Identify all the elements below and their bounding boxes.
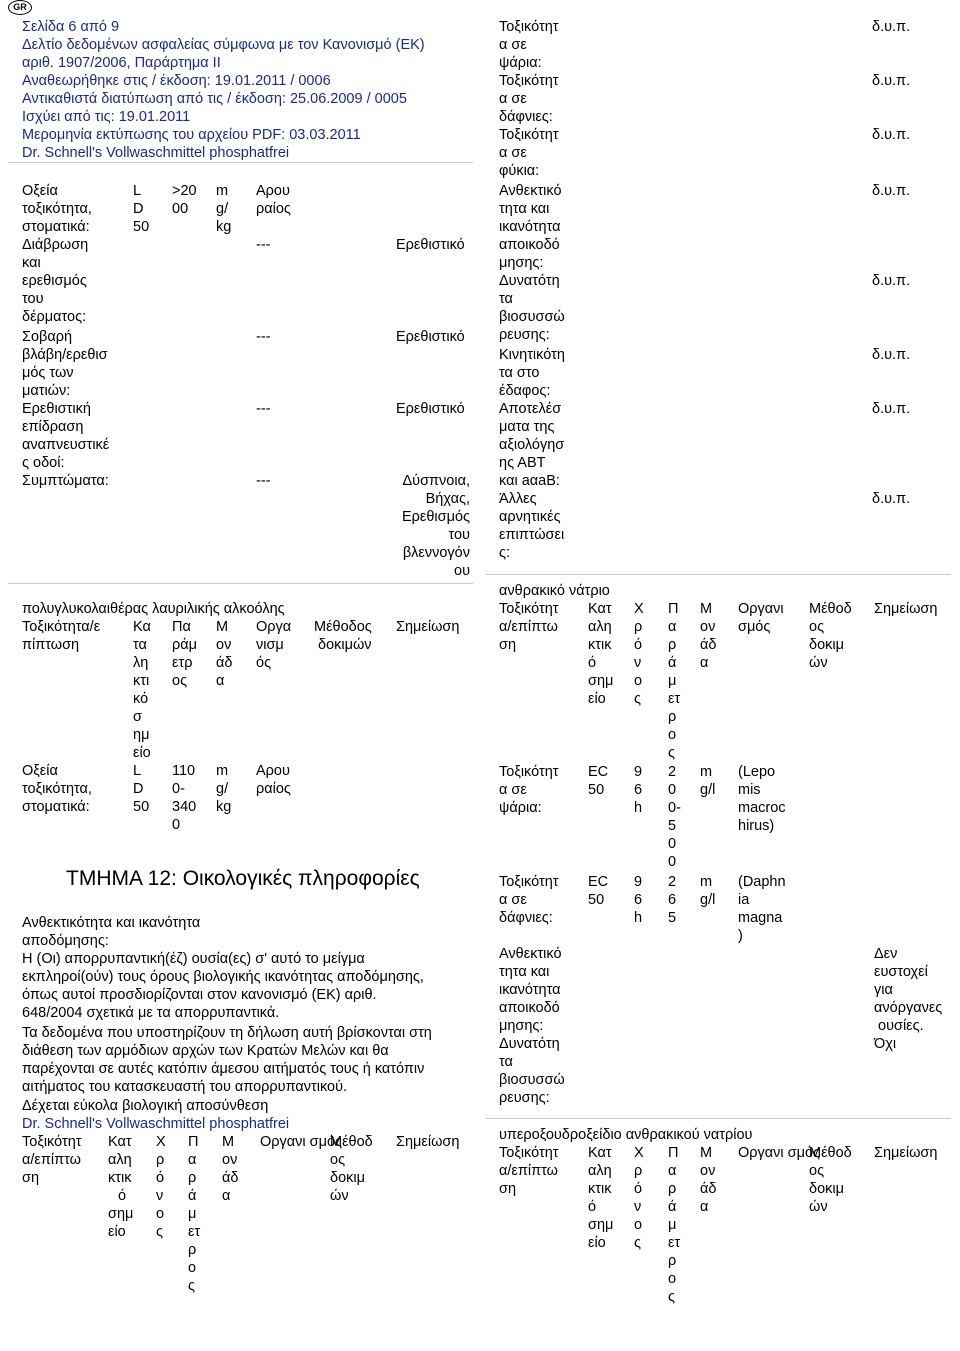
biodeg-title: Ανθεκτικότητα και ικανότητα αποδόμησης: — [22, 915, 201, 949]
col-header-note: Σημείωση — [396, 619, 460, 635]
skin-dash: --- — [256, 237, 271, 253]
prop-mobility-value: δ.υ.π. — [872, 347, 911, 363]
tox-oral-label: Οξεία τοξικότητα, στοματικά: — [22, 183, 92, 235]
prop-fish-label: Τοξικότητ α σε ψάρια: — [499, 19, 559, 71]
print-date-line: Μερομηνία εκτύπωσης του αρχείου PDF: 03.03.2011 — [22, 127, 361, 143]
prop-bioaccumulation-label: Δυνατότη τα βιοσυσσώ ρευσης: — [499, 273, 565, 343]
col-header-time: Χ ρ ό ν ο ς — [156, 1134, 166, 1240]
biodeg-result: Δέχεται εύκολα βιολογική αποσύνθεση — [22, 1098, 269, 1114]
col-header-toxicity: Τοξικότητ α/επίπτω ση — [22, 1134, 82, 1186]
row-value: 2 0 0- 5 0 0 — [668, 764, 681, 870]
row-label: Οξεία τοξικότητα, στοματικά: — [22, 763, 92, 815]
carbonate-title: ανθρακικό νάτριο — [499, 583, 610, 599]
prop-daphnia-label: Τοξικότητ α σε δάφνιες: — [499, 73, 559, 125]
prop-bioaccumulation-value: δ.υ.π. — [872, 273, 911, 289]
col-header-unit: Μ ον άδ α — [700, 601, 717, 671]
col-header-unit: Μ ον άδ α — [216, 619, 233, 689]
prop-pbt-value: δ.υ.π. — [872, 401, 911, 417]
prop-algae-label: Τοξικότητ α σε φύκια: — [499, 127, 559, 179]
prop-other-value: δ.υ.π. — [872, 491, 911, 507]
col-header-category: Κατ αλη κτικ ό σημ είο — [588, 601, 614, 707]
row-organism: (Lepo mis macroc hirus) — [738, 764, 786, 834]
row-value: 2 6 5 — [668, 874, 677, 926]
symptoms-value: Δύσπνοια, Βήχας, Ερεθισμός του βλεννογόν ου — [401, 473, 470, 579]
col-header-note: Σημείωση — [874, 1145, 938, 1161]
page-number: Σελίδα 6 από 9 — [22, 19, 120, 35]
eyes-value: Ερεθιστικό — [396, 329, 465, 345]
col-header-unit: Μ ον άδ α — [700, 1145, 717, 1215]
col-header-unit: Μ ον άδ α — [222, 1134, 239, 1204]
col-header-category: Κα τα λη κτι κό σ ημ είο — [133, 619, 151, 761]
prop-other-label: Άλλες αρνητικές επιπτώσει ς: — [499, 491, 565, 561]
row-label: Τοξικότητ α σε ψάρια: — [499, 764, 559, 816]
col-header-method: Μέθοδ ος δοκιμ ών — [809, 601, 852, 671]
eyes-dash: --- — [256, 329, 271, 345]
row-category: EC 50 — [588, 874, 609, 908]
row-time: 9 6 h — [634, 764, 643, 816]
col-header-time: Χ ρ ό ν ο ς — [634, 1145, 644, 1251]
resp-label: Ερεθιστική επίδραση αναπνευστικέ ς οδοί: — [22, 401, 110, 471]
row-organism: Αρου ραίος — [256, 763, 291, 797]
row-note: Δεν ευστοχεί για ανόργανες ουσίες. Όχι — [874, 946, 943, 1052]
skin-value: Ερεθιστικό — [396, 237, 465, 253]
row-label: Τοξικότητ α σε δάφνιες: — [499, 874, 559, 926]
col-header-organism: Οργανι σμός — [260, 1134, 343, 1150]
perborate-title: υπεροξουδροξείδιο ανθρακικού νατρίου — [499, 1127, 753, 1143]
prop-daphnia-value: δ.υ.π. — [872, 73, 911, 89]
col-header-toxicity: Τοξικότητ α/επίπτω ση — [499, 1145, 559, 1197]
product-name: Dr. Schnell's Vollwaschmittel phosphatfrei — [22, 145, 290, 161]
col-header-parameter: Πα ράμ ετρ ος — [172, 619, 197, 689]
prop-mobility-label: Κινητικότη τα στο έδαφος: — [499, 347, 565, 399]
prop-persistence-label: Ανθεκτικό τητα και ικανότητα αποικοδό μησης: — [499, 183, 562, 271]
col-header-toxicity: Τοξικότητα/ε πίπτωση — [22, 619, 101, 653]
col-header-parameter: Π α ρ ά μ ετ ρ ο ς — [188, 1134, 201, 1294]
prop-fish-value: δ.υ.π. — [872, 19, 911, 35]
prop-algae-value: δ.υ.π. — [872, 127, 911, 143]
divider — [8, 583, 473, 584]
substance-title: πολυγλυκολαιθέρας λαυριλικής αλκοόλης — [22, 601, 285, 617]
header-divider — [8, 162, 473, 163]
tox-oral-unit: m g/ kg — [216, 183, 232, 235]
eyes-label: Σοβαρή βλάβη/ερεθισ μός των ματιών: — [22, 329, 108, 399]
valid-from-line: Ισχύει από τις: 19.01.2011 — [22, 109, 191, 125]
divider — [486, 1118, 951, 1119]
col-header-category: Κατ αλη κτικ ό σημ είο — [108, 1134, 134, 1240]
col-header-parameter: Π α ρ ά μ ετ ρ ο ς — [668, 1145, 681, 1305]
row-category: L D 50 — [133, 763, 150, 815]
col-header-method: Μέθοδ ος δοκιμ ών — [809, 1145, 852, 1215]
replaces-line: Αντικαθιστά διατύπωση από τις / έκδοση: 25.06.2009 / 0005 — [22, 91, 407, 107]
prop-pbt-label: Αποτελέσ ματα της αξιολόγησ ης ΑΒΤ και aαaΒ: — [499, 401, 565, 489]
tox-oral-type: L D 50 — [133, 183, 150, 235]
country-badge: GR — [8, 0, 32, 15]
col-header-parameter: Π α ρ ά μ ετ ρ ο ς — [668, 601, 681, 761]
section-12-heading: ΤΜΗΜΑ 12: Οικολογικές πληροφορίες — [66, 867, 420, 890]
col-header-organism: Οργα νισμ ός — [256, 619, 292, 671]
col-header-organism: Οργανι σμός — [738, 1145, 821, 1161]
header-line: αριθ. 1907/2006, Παράρτημα II — [22, 55, 221, 71]
revision-line: Αναθεωρήθηκε στις / έκδοση: 19.01.2011 / 0006 — [22, 73, 331, 89]
row-label: Δυνατότη τα βιοσυσσώ ρευσης: — [499, 1036, 565, 1106]
col-header-method: Μέθοδ ος δοκιμ ών — [330, 1134, 373, 1204]
header-line: Δελτίο δεδομένων ασφαλείας σύμφωνα με τον Κανονισμό (ΕΚ) — [22, 37, 425, 53]
row-value: 110 0- 340 0 — [172, 763, 197, 833]
resp-value: Ερεθιστικό — [396, 401, 465, 417]
divider — [486, 574, 951, 575]
resp-dash: --- — [256, 401, 271, 417]
biodeg-paragraph-1: Η (Οι) απορρυπαντική(έζ) ουσία(ες) σ' αυτό το μείγμα εκπληρoί(ούν) τους όρους βιολογικής ικανότητας αποδόμησης, όπως αυτοί προσδιορίζονται στον κανονισμό (ΕΚ) αριθ. 648/2004 σχετικά με τα απορρυπαντικά. — [22, 951, 424, 1021]
col-header-note: Σημείωση — [396, 1134, 460, 1150]
col-header-method: Μέθοδος δοκιμών — [314, 619, 372, 653]
row-unit: m g/l — [700, 764, 716, 798]
row-label: Ανθεκτικό τητα και ικανότητα αποικοδό μησης: — [499, 946, 562, 1034]
col-header-category: Κατ αλη κτικ ό σημ είο — [588, 1145, 614, 1251]
tox-oral-value: >20 00 — [172, 183, 197, 217]
symptoms-dash: --- — [256, 473, 271, 489]
skin-label: Διάβρωση και ερεθισμός του δέρματος: — [22, 237, 89, 325]
symptoms-label: Συμπτώματα: — [22, 473, 109, 489]
biodeg-paragraph-2: Τα δεδομένα που υποστηρίζουν τη δήλωση αυτή βρίσκονται στη διάθεση των αρμόδιων αρχών των Κρατών Μελών και θα παρέχονται σε αυτές κατόπιν άμεσου αιτήματός τους ή κατόπιν αιτήματος του κατασκευαστή του απορρυπαντικού. — [22, 1025, 432, 1095]
row-time: 9 6 h — [634, 874, 643, 926]
prop-persistence-value: δ.υ.π. — [872, 183, 911, 199]
row-category: EC 50 — [588, 764, 609, 798]
product-name-2: Dr. Schnell's Vollwaschmittel phosphatfrei — [22, 1116, 290, 1132]
row-unit: m g/l — [700, 874, 716, 908]
col-header-time: Χ ρ ό ν ο ς — [634, 601, 644, 707]
col-header-organism: Οργανι σμός — [738, 601, 784, 635]
tox-oral-organism: Αρου ραίος — [256, 183, 291, 217]
row-organism: (Daphn ia magna ) — [738, 874, 786, 944]
col-header-toxicity: Τοξικότητ α/επίπτω ση — [499, 601, 559, 653]
col-header-note: Σημείωση — [874, 601, 938, 617]
row-unit: m g/ kg — [216, 763, 232, 815]
